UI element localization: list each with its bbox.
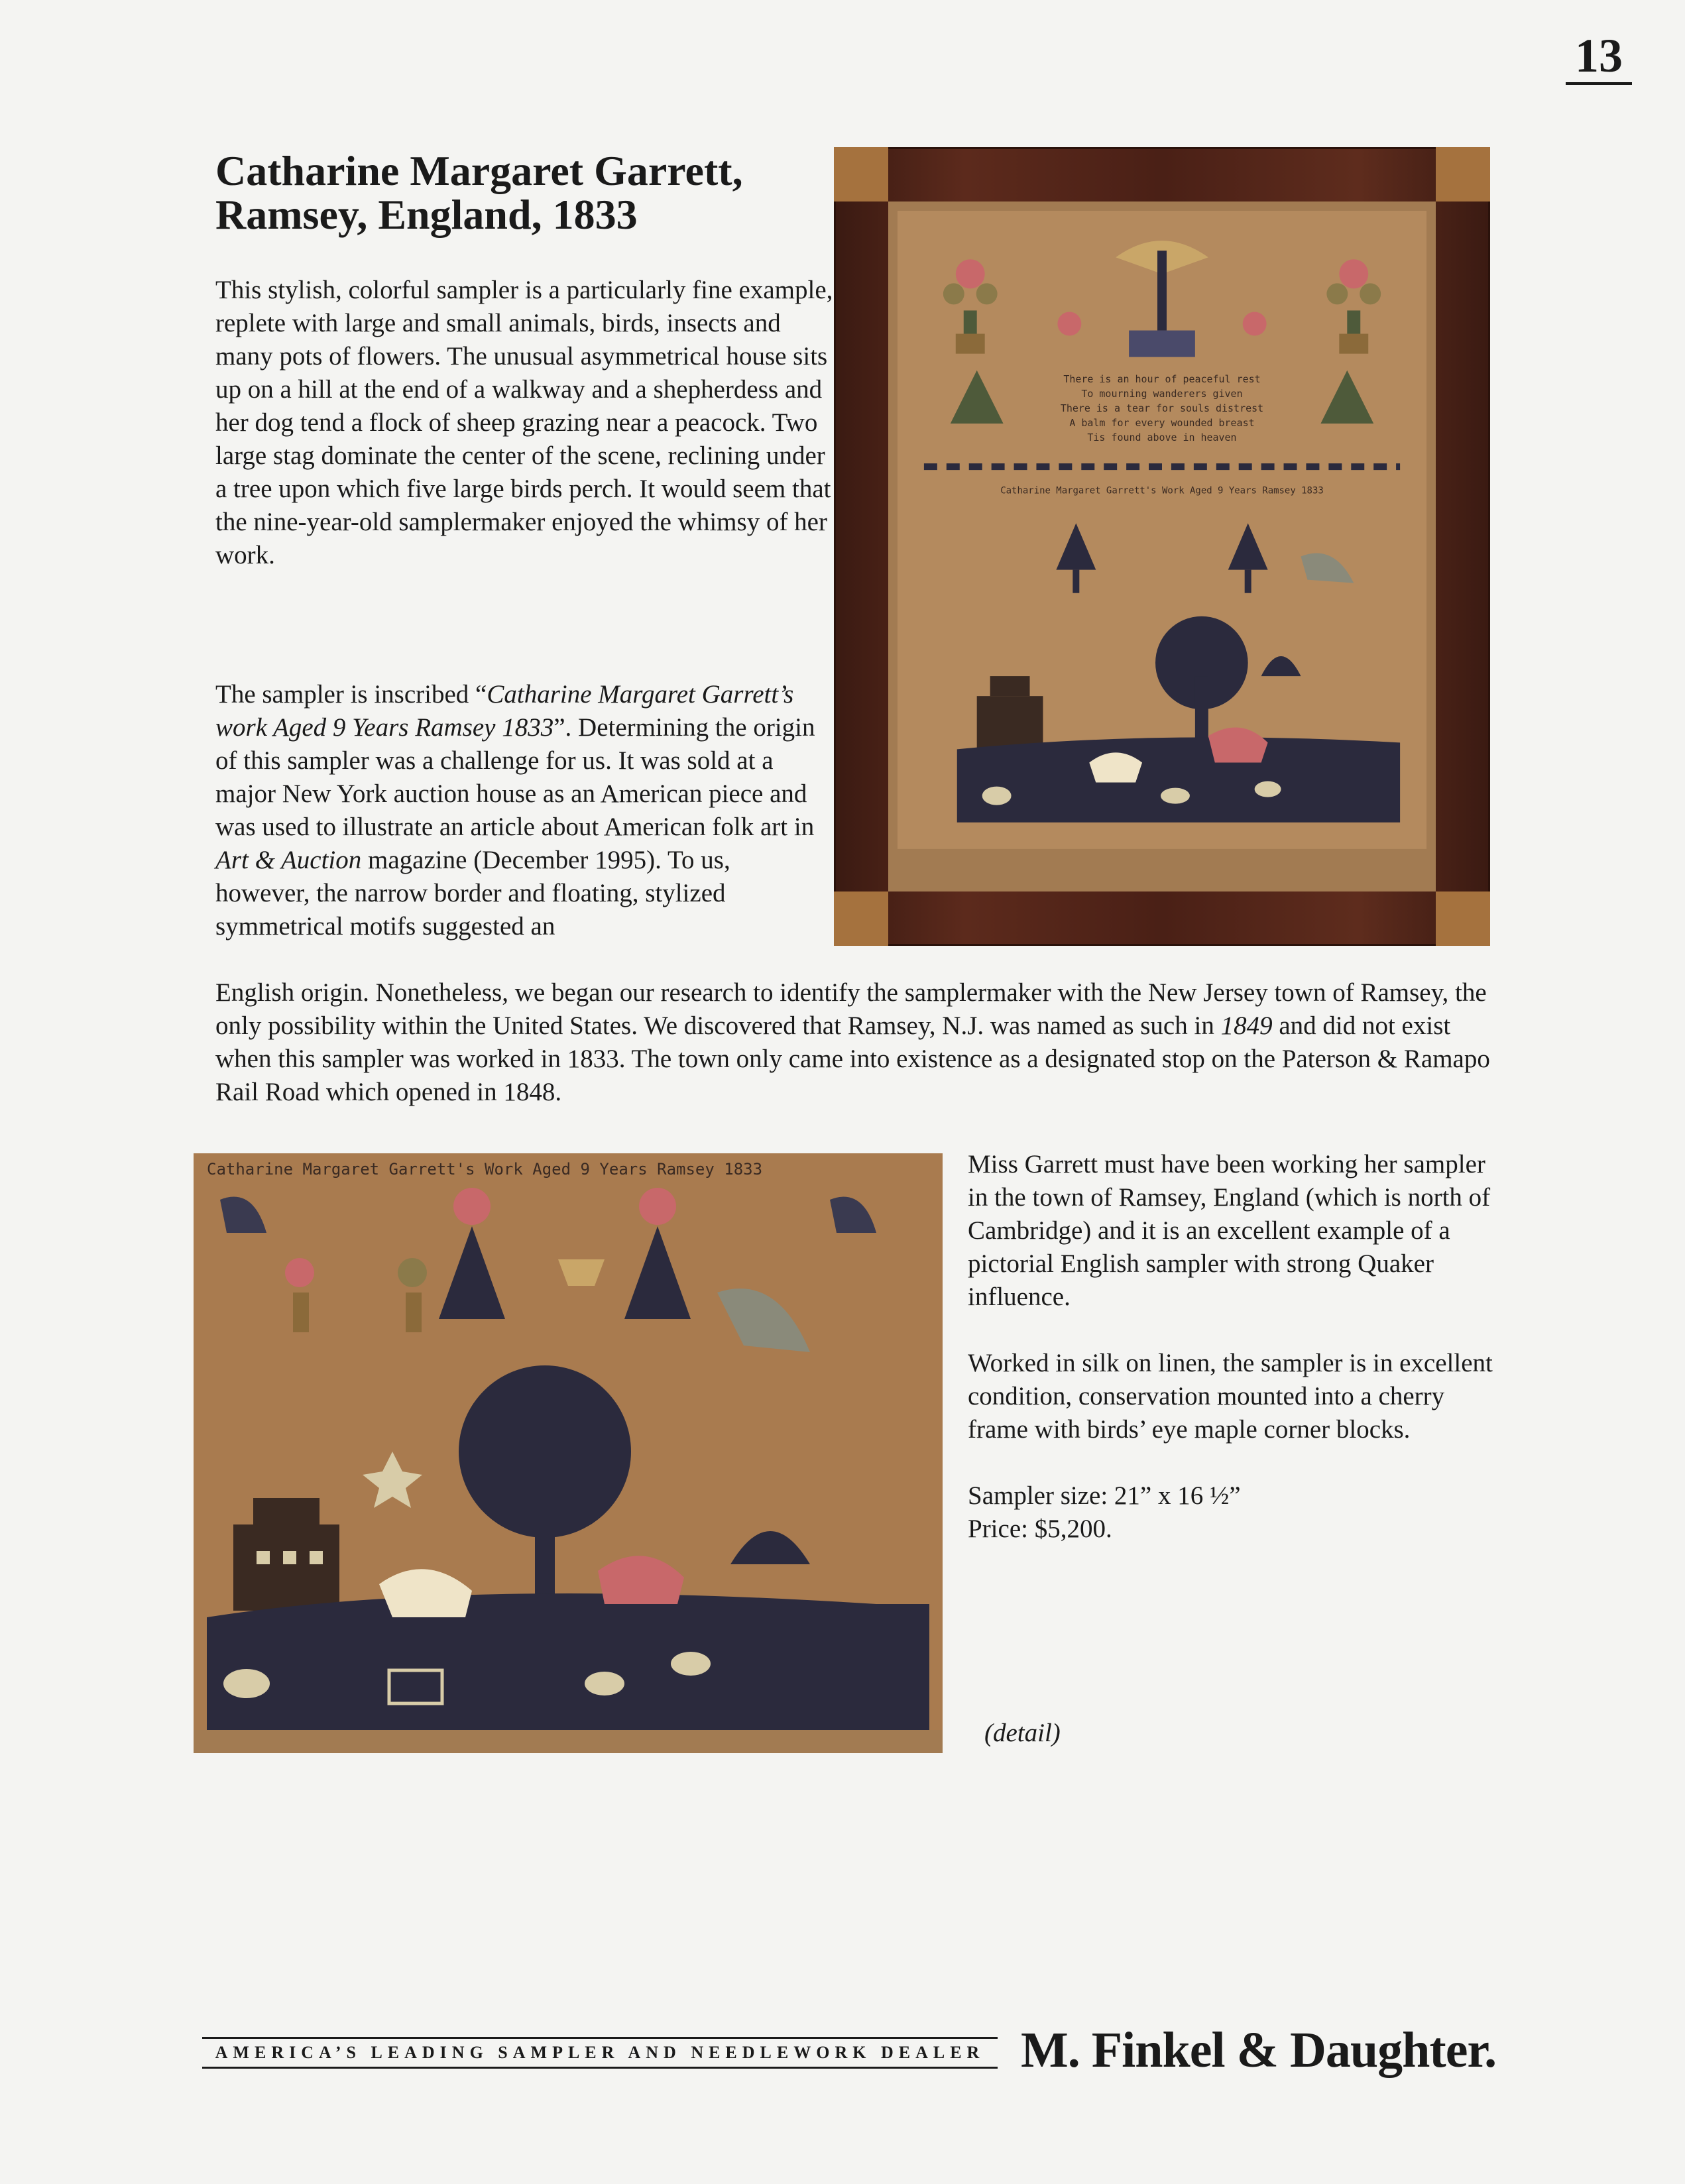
footer-brand-logo: M. Finkel & Daughter. <box>1021 2022 1497 2078</box>
page-number: 13 <box>1566 32 1632 85</box>
side-paragraph-1: Miss Garrett must have been working her sampler in the town of Ramsey, England (which is north of Cambridge) and it is an excellent example of a pictorial English sampler with strong Quaker influence. <box>968 1150 1491 1311</box>
sampler-linen <box>888 201 1436 891</box>
verse-line: There is an hour of peaceful rest <box>1063 373 1261 385</box>
para2-text-3: magazine (December 1995). To us, however, the narrow border and floating, stylized symmetrical motifs suggested an <box>215 846 730 941</box>
para2-text-2: ”. Determining the origin of this sampler was a challenge for us. It was sold at a major New York auction house as an American piece and was used to illustrate an article about American folk art in <box>215 713 815 841</box>
bottom-border <box>898 849 1426 882</box>
sampler-price: Price: $5,200. <box>968 1515 1112 1543</box>
verse-line: Tis found above in heaven <box>1087 431 1237 444</box>
description-paragraph-2 <box>215 678 825 943</box>
footer-tagline: AMERICA’S LEADING SAMPLER AND NEEDLEWORK DEALER <box>215 2043 985 2062</box>
sampler-detail-image <box>194 1153 943 1753</box>
detail-inscription: Catharine Margaret Garrett's Work Aged 9 Years Ramsey 1833 <box>207 1160 763 1178</box>
maple-corner-block <box>834 147 888 201</box>
sampler-size: Sampler size: 21” x 16 ½” <box>968 1481 1241 1510</box>
sampler-verse <box>1061 373 1263 443</box>
maple-corner-block <box>1436 147 1490 201</box>
para2-year: 1849 <box>1220 1011 1273 1040</box>
para2-inscription: Catharine Margaret Garrett’s work Aged 9 Years Ramsey 1833 <box>215 680 794 742</box>
title-line-2: Ramsey, England, 1833 <box>215 191 638 238</box>
sampler-inscription: Catharine Margaret Garrett's Work Aged 9 Years Ramsey 1833 <box>1000 485 1324 496</box>
maple-corner-block <box>834 891 888 946</box>
verse-line: To mourning wanderers given <box>1081 387 1243 400</box>
side-text <box>968 1148 1498 1546</box>
description-paragraph-2-continued <box>215 976 1495 1109</box>
dark-hill <box>957 737 1400 822</box>
title-line-1: Catharine Margaret Garrett, <box>215 147 743 194</box>
detail-caption: (detail) <box>984 1719 1061 1747</box>
para2-text-4: English origin. Nonetheless, we began our research to identify the samplermaker with the New Jersey town of Ramsey, the only possibility within the United States. We discovered that Ramsey, N.J. was named as such in <box>215 978 1487 1040</box>
framed-sampler-image <box>834 147 1490 946</box>
para2-magazine: Art & Auction <box>215 846 362 874</box>
verse-line: There is a tear for souls distrest <box>1060 402 1264 414</box>
page-title <box>215 149 812 237</box>
side-paragraph-2: Worked in silk on linen, the sampler is in excellent condition, conservation mounted into a cherry frame with birds’ eye maple corner blocks. <box>968 1349 1493 1444</box>
verse-line: A balm for every wounded breast <box>1069 416 1255 429</box>
para2-text-5: and did not exist when this sampler was worked in 1833. The town only came into existence as a designated stop on the Paterson & Ramapo Rail Road which opened in 1848. <box>215 1011 1490 1106</box>
maple-corner-block <box>1436 891 1490 946</box>
description-paragraph-1: This stylish, colorful sampler is a particularly fine example, replete with large and small animals, birds, insects and many pots of flowers. The unusual asymmetrical house sits up on a hill at the end of a walkway and a shepherdess and her dog tend a flock of sheep grazing near a peacock. Two large stag dominate the center of the scene, reclining under a tree upon which five large birds perch. It would seem that the nine-year-old samplermaker enjoyed the whimsy of her work. <box>215 276 833 569</box>
bottom-border <box>194 1730 943 1753</box>
dark-hill <box>207 1593 929 1730</box>
sampler-motifs <box>898 211 1426 882</box>
para2-text-1: The sampler is inscribed “ <box>215 680 487 709</box>
